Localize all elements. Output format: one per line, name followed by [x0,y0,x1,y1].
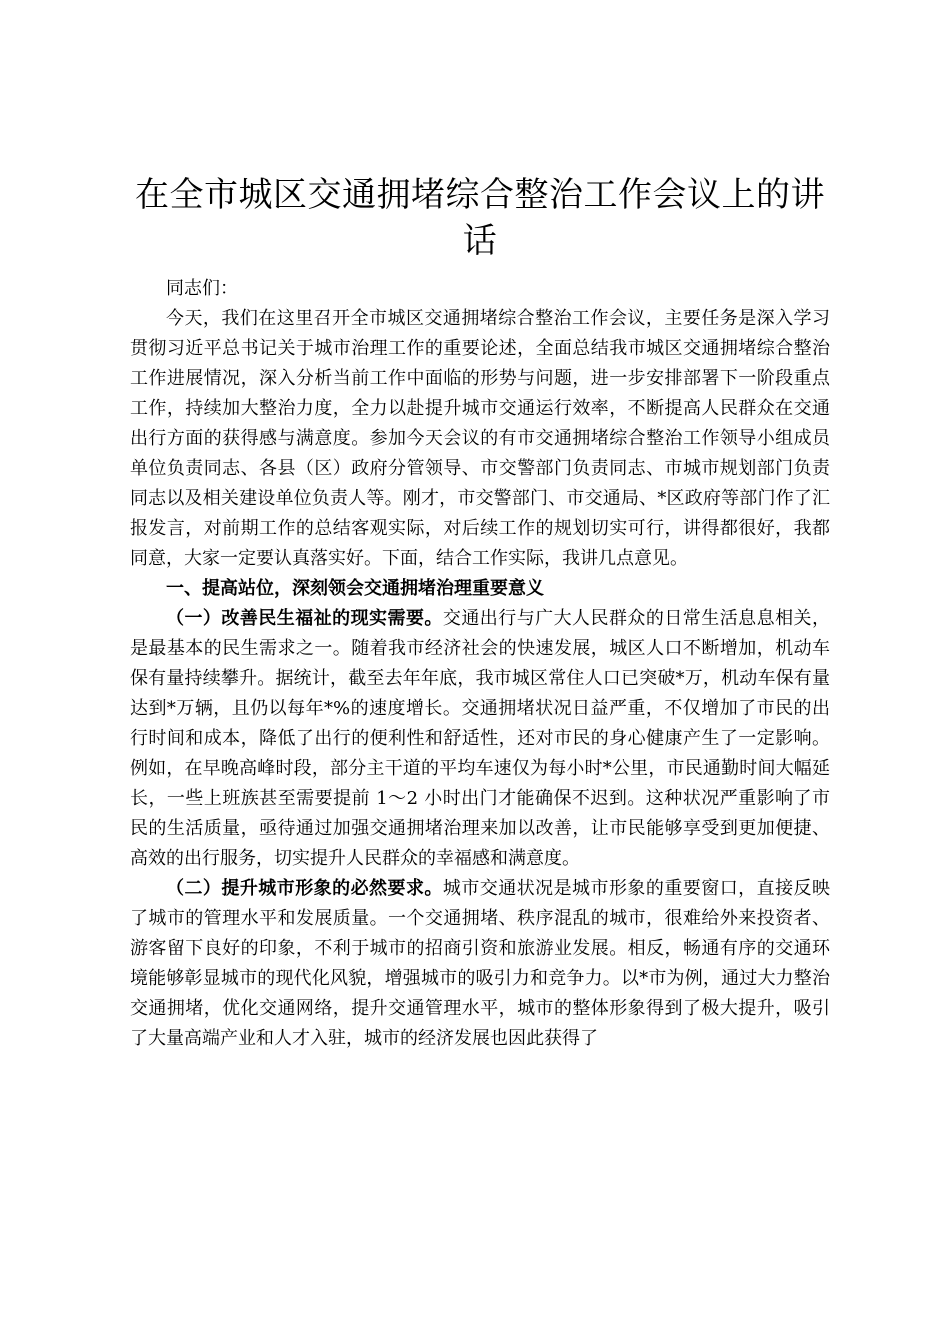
title-line-2: 话 [462,221,498,261]
document-title [130,172,830,264]
greeting: 同志们： [166,278,238,299]
subsection-text-1: 交通出行与广大人民群众的日常生活息息相关，是最基本的民生需求之一。随着我市经济社会的快速发展，城区人口不断增加，机动车保有量持续攀升。据统计，截至去年年底，我市城区常住人口已突破*万，机动车保有量达到*万辆，且仍以每年*%的速度增长。交通拥堵状况日益严重，不仅增加了市民的出行时间和成本，降低了出行的便利性和舒适性，还对市民的身心健康产生了一定影响。例如，在早晚高峰时段，部分主干道的平均车速仅为每小时*公里，市民通勤时间大幅延长，一些上班族甚至需要提前 1～2 小时出门才能确保不迟到。这种状况严重影响了市民的生活质量，亟待通过加强交通拥堵治理来加以改善，让市民能够享受到更加便捷、高效的出行服务，切实提升人民群众的幸福感和满意度。 [130,608,831,869]
document-page [130,172,830,1054]
document-body [130,274,830,1054]
subsection-text-2: 城市交通状况是城市形象的重要窗口，直接反映了城市的管理水平和发展质量。一个交通拥堵、秩序混乱的城市，很难给外来投资者、游客留下良好的印象，不利于城市的招商引资和旅游业发展。相反，畅通有序的交通环境能够彰显城市的现代化风貌，增强城市的吸引力和竞争力。以*市为例，通过大力整治交通拥堵，优化交通网络，提升交通管理水平，城市的整体形象得到了极大提升，吸引了大量高端产业和人才入驻，城市的经济发展也因此获得了 [130,878,831,1049]
section-heading-1: 一、提高站位，深刻领会交通拥堵治理重要意义 [166,578,544,599]
intro-paragraph: 今天，我们在这里召开全市城区交通拥堵综合整治工作会议，主要任务是深入学习贯彻习近平总书记关于城市治理工作的重要论述，全面总结我市城区交通拥堵综合整治工作进展情况，深入分析当前工作中面临的形势与问题，进一步安排部署下一阶段重点工作，持续加大整治力度，全力以赴提升城市交通运行效率，不断提高人民群众在交通出行方面的获得感与满意度。参加今天会议的有市交通拥堵综合整治工作领导小组成员单位负责同志、各县（区）政府分管领导、市交警部门负责同志、市城市规划部门负责同志以及相关建设单位负责人等。刚才，市交警部门、市交通局、*区政府等部门作了汇报发言，对前期工作的总结客观实际，对后续工作的规划切实可行，讲得都很好，我都同意，大家一定要认真落实好。下面，结合工作实际，我讲几点意见。 [130,308,830,569]
subsection-paragraph-2 [130,874,830,1054]
subsection-paragraph-1 [130,604,830,874]
subsection-lead-1: （一）改善民生福祉的现实需要。 [166,608,443,629]
subsection-lead-2: （二）提升城市形象的必然要求。 [166,878,443,899]
title-line-1: 在全市城区交通拥堵综合整治工作会议上的讲 [135,175,825,215]
